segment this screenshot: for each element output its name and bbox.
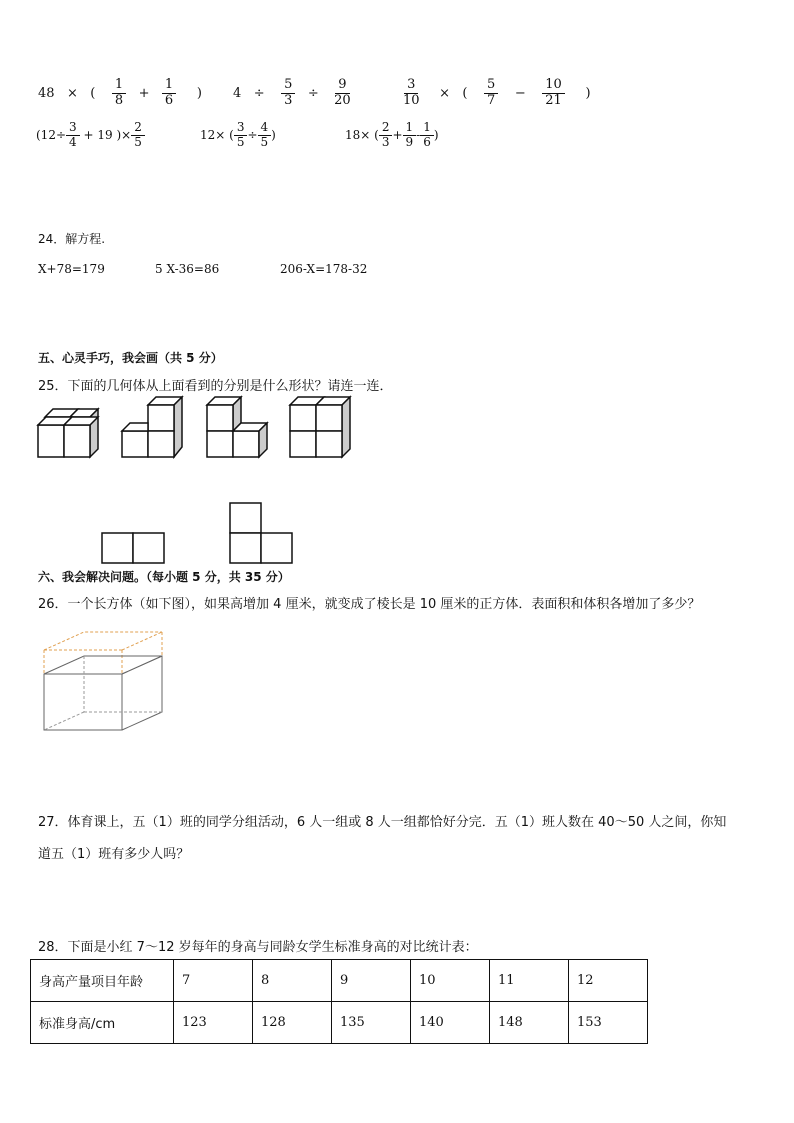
- table-cell: 148: [490, 1002, 569, 1044]
- table-header-cell: 身高产量项目年龄: [31, 960, 174, 1002]
- fraction: $\frac{1}{9}$: [403, 121, 417, 150]
- table-cell: 140: [411, 1002, 490, 1044]
- fraction: $\frac{1}{8}$: [112, 78, 126, 109]
- cuboid: [44, 656, 162, 730]
- height-table: [30, 959, 648, 1044]
- cuboid-figure: [38, 626, 173, 736]
- fraction: $\frac{2}{3}$: [379, 121, 393, 150]
- equation-2: 5 X-36=86: [155, 262, 220, 276]
- expression-2: 4 ÷ $\frac{5}{3}$ ÷ $\frac{9}{20}$: [233, 78, 354, 109]
- height-extension: [44, 632, 162, 674]
- expression-4: (12÷ $\frac{3}{4}$ + 19 )× $\frac{2}{5}$: [36, 121, 145, 150]
- fraction: $\frac{5}{3}$: [281, 78, 295, 109]
- table-header-cell: 12: [569, 960, 648, 1002]
- fraction: $\frac{2}{5}$: [131, 121, 145, 150]
- fraction: $\frac{10}{21}$: [542, 78, 565, 109]
- table-header-cell: 8: [253, 960, 332, 1002]
- solid-1: [38, 409, 98, 457]
- table-header-cell: 11: [490, 960, 569, 1002]
- table-row: [31, 960, 648, 1002]
- q27-line-2: 道五（1）班有多少人吗？: [38, 847, 190, 862]
- expression-6: 18× ( $\frac{2}{3}$ + $\frac{1}{9}$ - $\frac{1}{6}$ ): [345, 120, 439, 149]
- expression-3: $\frac{3}{10}$ × ( $\frac{5}{7}$ − $\frac{10}{21}$ ): [400, 78, 591, 109]
- q26-text: 26．一个长方体（如下图），如果高增加 4 厘米，就变成了棱长是 10 厘米的正方体．表面积和体积各增加了多少？: [38, 597, 701, 612]
- table-cell: 135: [332, 1002, 411, 1044]
- top-view-2: [230, 503, 292, 563]
- section-6-title: 六、我会解决问题。（每小题 5 分，共 35 分）: [38, 570, 290, 584]
- section-5-title: 五、心灵手巧，我会画（共 5 分）: [38, 351, 223, 365]
- fraction: $\frac{9}{20}$: [334, 77, 351, 108]
- top-view-1: [102, 533, 164, 563]
- q28-text: 28．下面是小红 7～12 岁每年的身高与同龄女学生标准身高的对比统计表：: [38, 940, 478, 955]
- fraction: $\frac{5}{7}$: [484, 78, 498, 109]
- q24-title: 24．解方程.: [38, 232, 106, 246]
- fraction: $\frac{4}{5}$: [258, 121, 272, 150]
- expression-1: 48 × ( $\frac{1}{8}$ + $\frac{1}{6}$ ): [38, 77, 202, 108]
- solid-2: [122, 397, 182, 457]
- table-cell: 123: [174, 1002, 253, 1044]
- hidden-edges: [44, 656, 162, 730]
- top-view-shapes: [0, 500, 320, 570]
- q27-line-1: 27．体育课上，五（1）班的同学分组活动，6 人一组或 8 人一组都恰好分完．五（1）班人数在 40～50 人之间，你知: [38, 815, 727, 830]
- table-header-cell: 10: [411, 960, 490, 1002]
- table-header-cell: 9: [332, 960, 411, 1002]
- fraction: $\frac{3}{4}$: [66, 121, 80, 150]
- fraction: $\frac{3}{10}$: [403, 77, 420, 108]
- fraction: $\frac{1}{6}$: [420, 121, 434, 150]
- equation-1: X+78=179: [38, 262, 105, 276]
- q25-text: 25．下面的几何体从上面看到的分别是什么形状？请连一连．: [38, 379, 393, 394]
- table-cell: 标准身高/cm: [31, 1002, 174, 1044]
- table-cell: 128: [253, 1002, 332, 1044]
- table-cell: 153: [569, 1002, 648, 1044]
- cube-solids: [0, 395, 400, 465]
- expression-5: 12× ( $\frac{3}{5}$ ÷ $\frac{4}{5}$ ): [200, 120, 276, 149]
- solid-3: [207, 397, 267, 457]
- table-row: [31, 1002, 648, 1044]
- equation-3: 206-X=178-32: [280, 262, 368, 276]
- fraction: $\frac{3}{5}$: [234, 121, 248, 150]
- fraction: $\frac{1}{6}$: [162, 78, 176, 109]
- table-header-cell: 7: [174, 960, 253, 1002]
- solid-4: [290, 397, 350, 457]
